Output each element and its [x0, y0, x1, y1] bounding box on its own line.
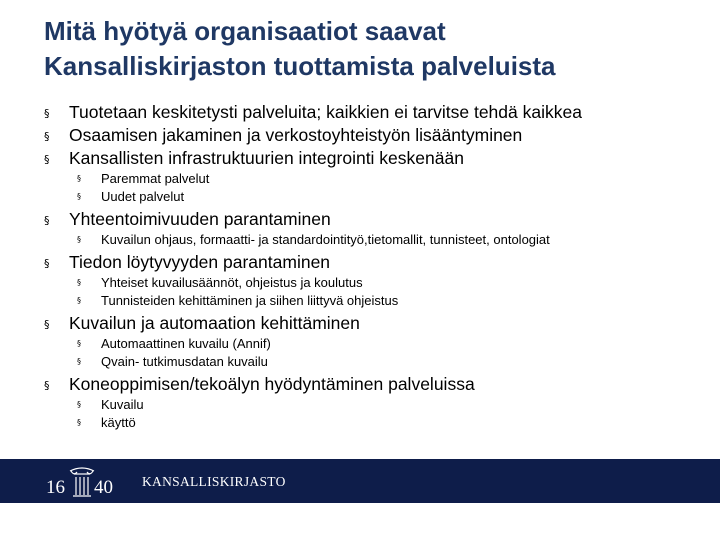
sub-bullet-marker: §	[77, 357, 81, 366]
sub-bullet-marker: §	[77, 418, 81, 427]
bullet-text: Tiedon löytyvyyden parantaminen	[69, 252, 331, 272]
bullet-text: Kuvailun ja automaation kehittäminen	[69, 313, 360, 333]
column-capital-icon	[70, 468, 94, 496]
footer-bar	[0, 459, 720, 503]
library-logo	[44, 465, 120, 499]
sub-bullet-marker: §	[77, 296, 81, 305]
sub-bullet-text: Qvain- tutkimusdatan kuvailu	[101, 354, 268, 369]
sub-bullet-item	[44, 231, 704, 249]
slide-title-line-1: Mitä hyötyä organisaatiot saavat	[44, 16, 446, 46]
logo-year-right: 40	[94, 477, 113, 498]
sub-bullet-item	[44, 335, 704, 353]
sub-bullet-marker: §	[77, 278, 81, 287]
sub-bullet-marker: §	[77, 174, 81, 183]
bullet-item	[44, 147, 704, 170]
sub-bullet-text: käyttö	[101, 415, 136, 430]
sub-bullet-marker: §	[77, 339, 81, 348]
bullet-list	[44, 101, 704, 432]
sub-bullet-text: Kuvailun ohjaus, formaatti- ja standardointityö,tietomallit, tunnisteet, ontologiat	[101, 232, 550, 247]
sub-bullet-item	[44, 170, 704, 188]
bullet-item	[44, 373, 704, 396]
sub-bullet-item	[44, 414, 704, 432]
sub-bullet-text: Yhteiset kuvailusäännöt, ohjeistus ja koulutus	[101, 275, 363, 290]
bullet-text: Yhteentoimivuuden parantaminen	[69, 209, 331, 229]
bullet-marker: §	[44, 107, 50, 120]
sub-bullet-text: Automaattinen kuvailu (Annif)	[101, 336, 271, 351]
sub-bullet-text: Kuvailu	[101, 397, 144, 412]
sub-bullet-marker: §	[77, 192, 81, 201]
bullet-text: Kansallisten infrastruktuurien integrointi keskenään	[69, 148, 464, 168]
sub-bullet-item	[44, 188, 704, 206]
slide-title-line-2: Kansalliskirjaston tuottamista palveluista	[44, 51, 556, 81]
bullet-item	[44, 124, 704, 147]
sub-bullet-item	[44, 353, 704, 371]
bullet-marker: §	[44, 257, 50, 270]
slide-title	[44, 14, 704, 84]
logo-year-left: 16	[46, 477, 65, 498]
sub-bullet-marker: §	[77, 400, 81, 409]
bullet-text: Osaamisen jakaminen ja verkostoyhteistyön lisääntyminen	[69, 125, 523, 145]
bullet-item	[44, 208, 704, 231]
sub-bullet-marker: §	[77, 235, 81, 244]
bullet-text: Koneoppimisen/tekoälyn hyödyntäminen palveluissa	[69, 374, 475, 394]
bullet-item	[44, 312, 704, 335]
bullet-item	[44, 101, 704, 124]
bullet-marker: §	[44, 379, 50, 392]
bullet-text: Tuotetaan keskitetysti palveluita; kaikkien ei tarvitse tehdä kaikkea	[69, 102, 582, 122]
sub-bullet-text: Tunnisteiden kehittäminen ja siihen liittyvä ohjeistus	[101, 293, 399, 308]
sub-bullet-text: Uudet palvelut	[101, 189, 185, 204]
bullet-marker: §	[44, 214, 50, 227]
sub-bullet-text: Paremmat palvelut	[101, 171, 210, 186]
sub-bullet-item	[44, 292, 704, 310]
sub-bullet-item	[44, 274, 704, 292]
bullet-item	[44, 251, 704, 274]
bullet-marker: §	[44, 153, 50, 166]
bullet-marker: §	[44, 130, 50, 143]
footer-org-name: KANSALLISKIRJASTO	[142, 474, 286, 489]
bullet-marker: §	[44, 318, 50, 331]
sub-bullet-item	[44, 396, 704, 414]
